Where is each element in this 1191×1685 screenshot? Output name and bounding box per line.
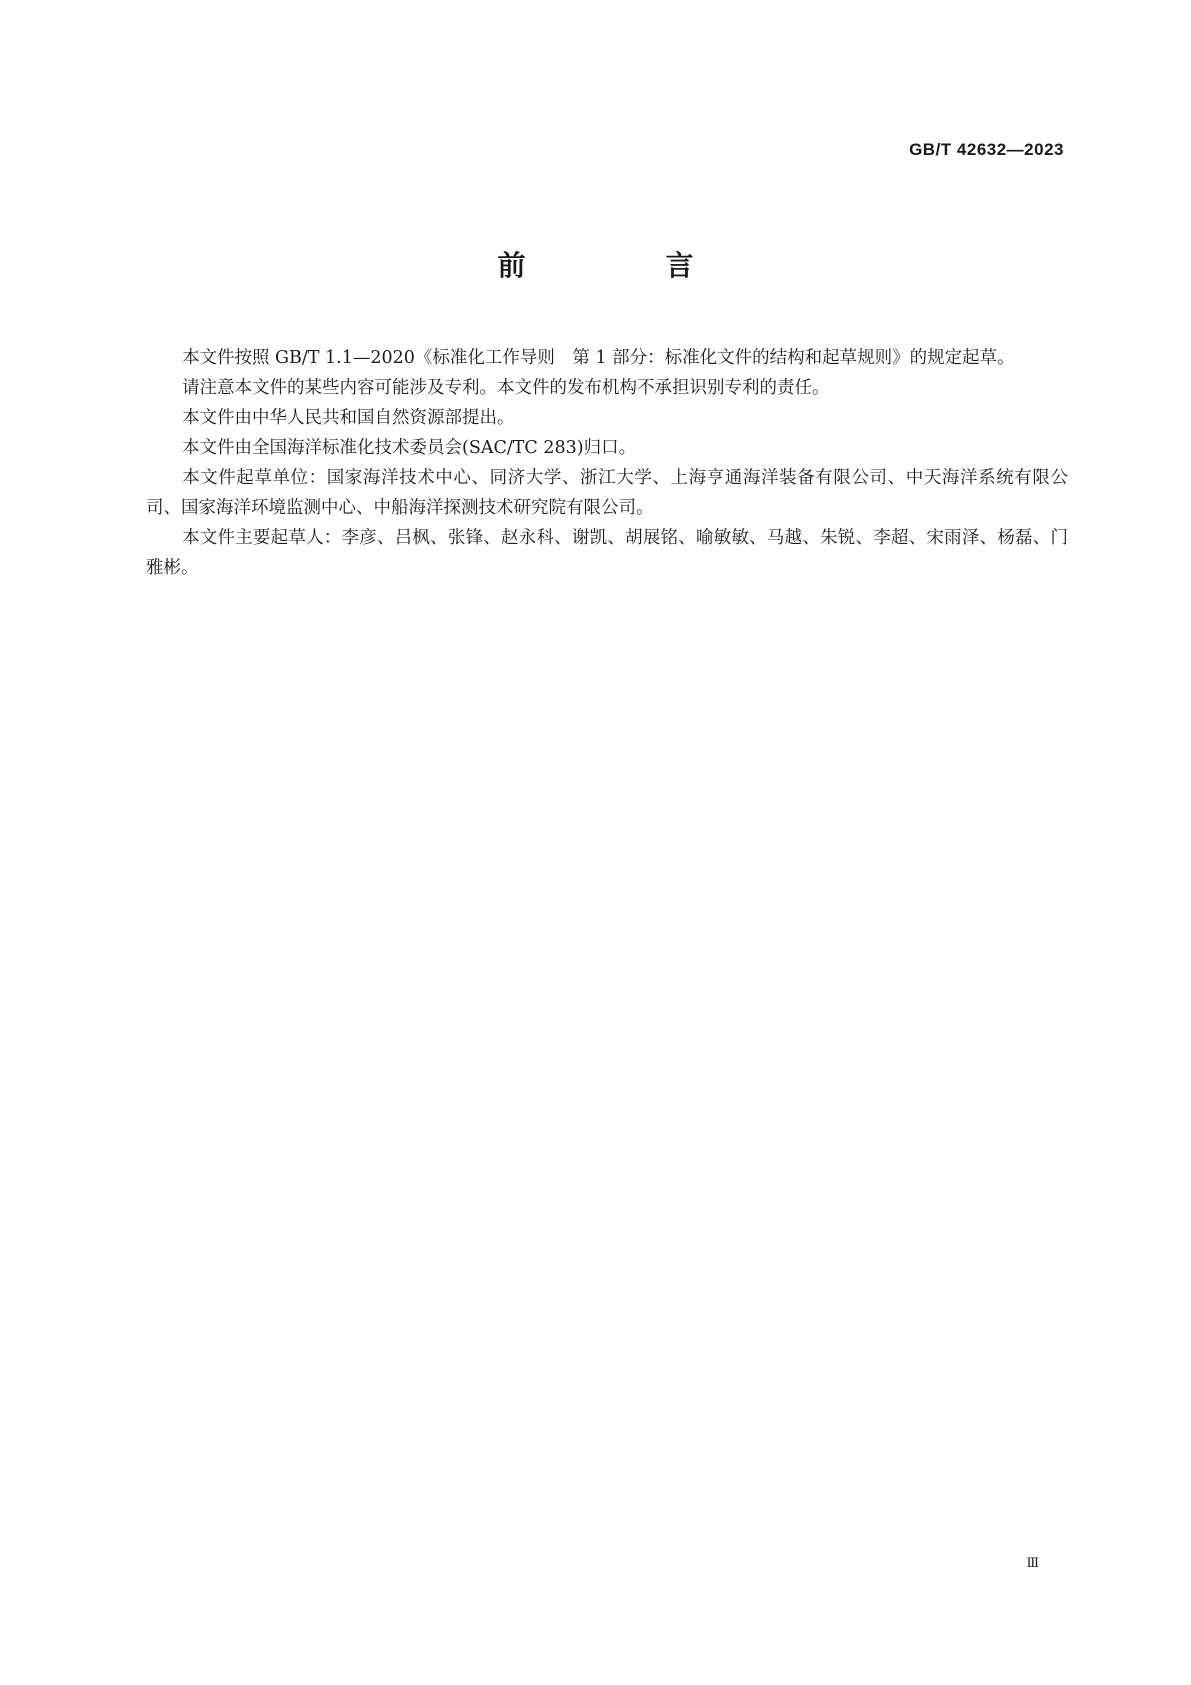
paragraph-drafting-rules: 本文件按照 GB/T 1.1—2020《标准化工作导则 第 1 部分：标准化文件的结构和起草规则》的规定起草。 <box>182 348 1015 368</box>
page-number: Ⅲ <box>1026 1556 1039 1571</box>
page-title: 前 言 <box>497 249 750 282</box>
standard-code: GB/T 42632—2023 <box>909 140 1064 159</box>
paragraph-drafters: 本文件主要起草人：李彦、吕枫、张锋、赵永科、谢凯、胡展铭、喻敏敏、马越、朱锐、李超、宋雨泽、杨磊、门雅彬。 <box>146 528 1068 578</box>
paragraph-drafting-organizations: 本文件起草单位：国家海洋技术中心、同济大学、浙江大学、上海亨通海洋装备有限公司、中天海洋系统有限公司、国家海洋环境监测中心、中船海洋探测技术研究院有限公司。 <box>146 468 1068 518</box>
paragraph-technical-committee: 本文件由全国海洋标准化技术委员会(SAC/TC 283)归口。 <box>182 438 637 458</box>
preface-body <box>146 343 1068 583</box>
paragraph-proposer: 本文件由中华人民共和国自然资源部提出。 <box>182 408 515 428</box>
paragraph-patent-notice: 请注意本文件的某些内容可能涉及专利。本文件的发布机构不承担识别专利的责任。 <box>182 378 830 398</box>
